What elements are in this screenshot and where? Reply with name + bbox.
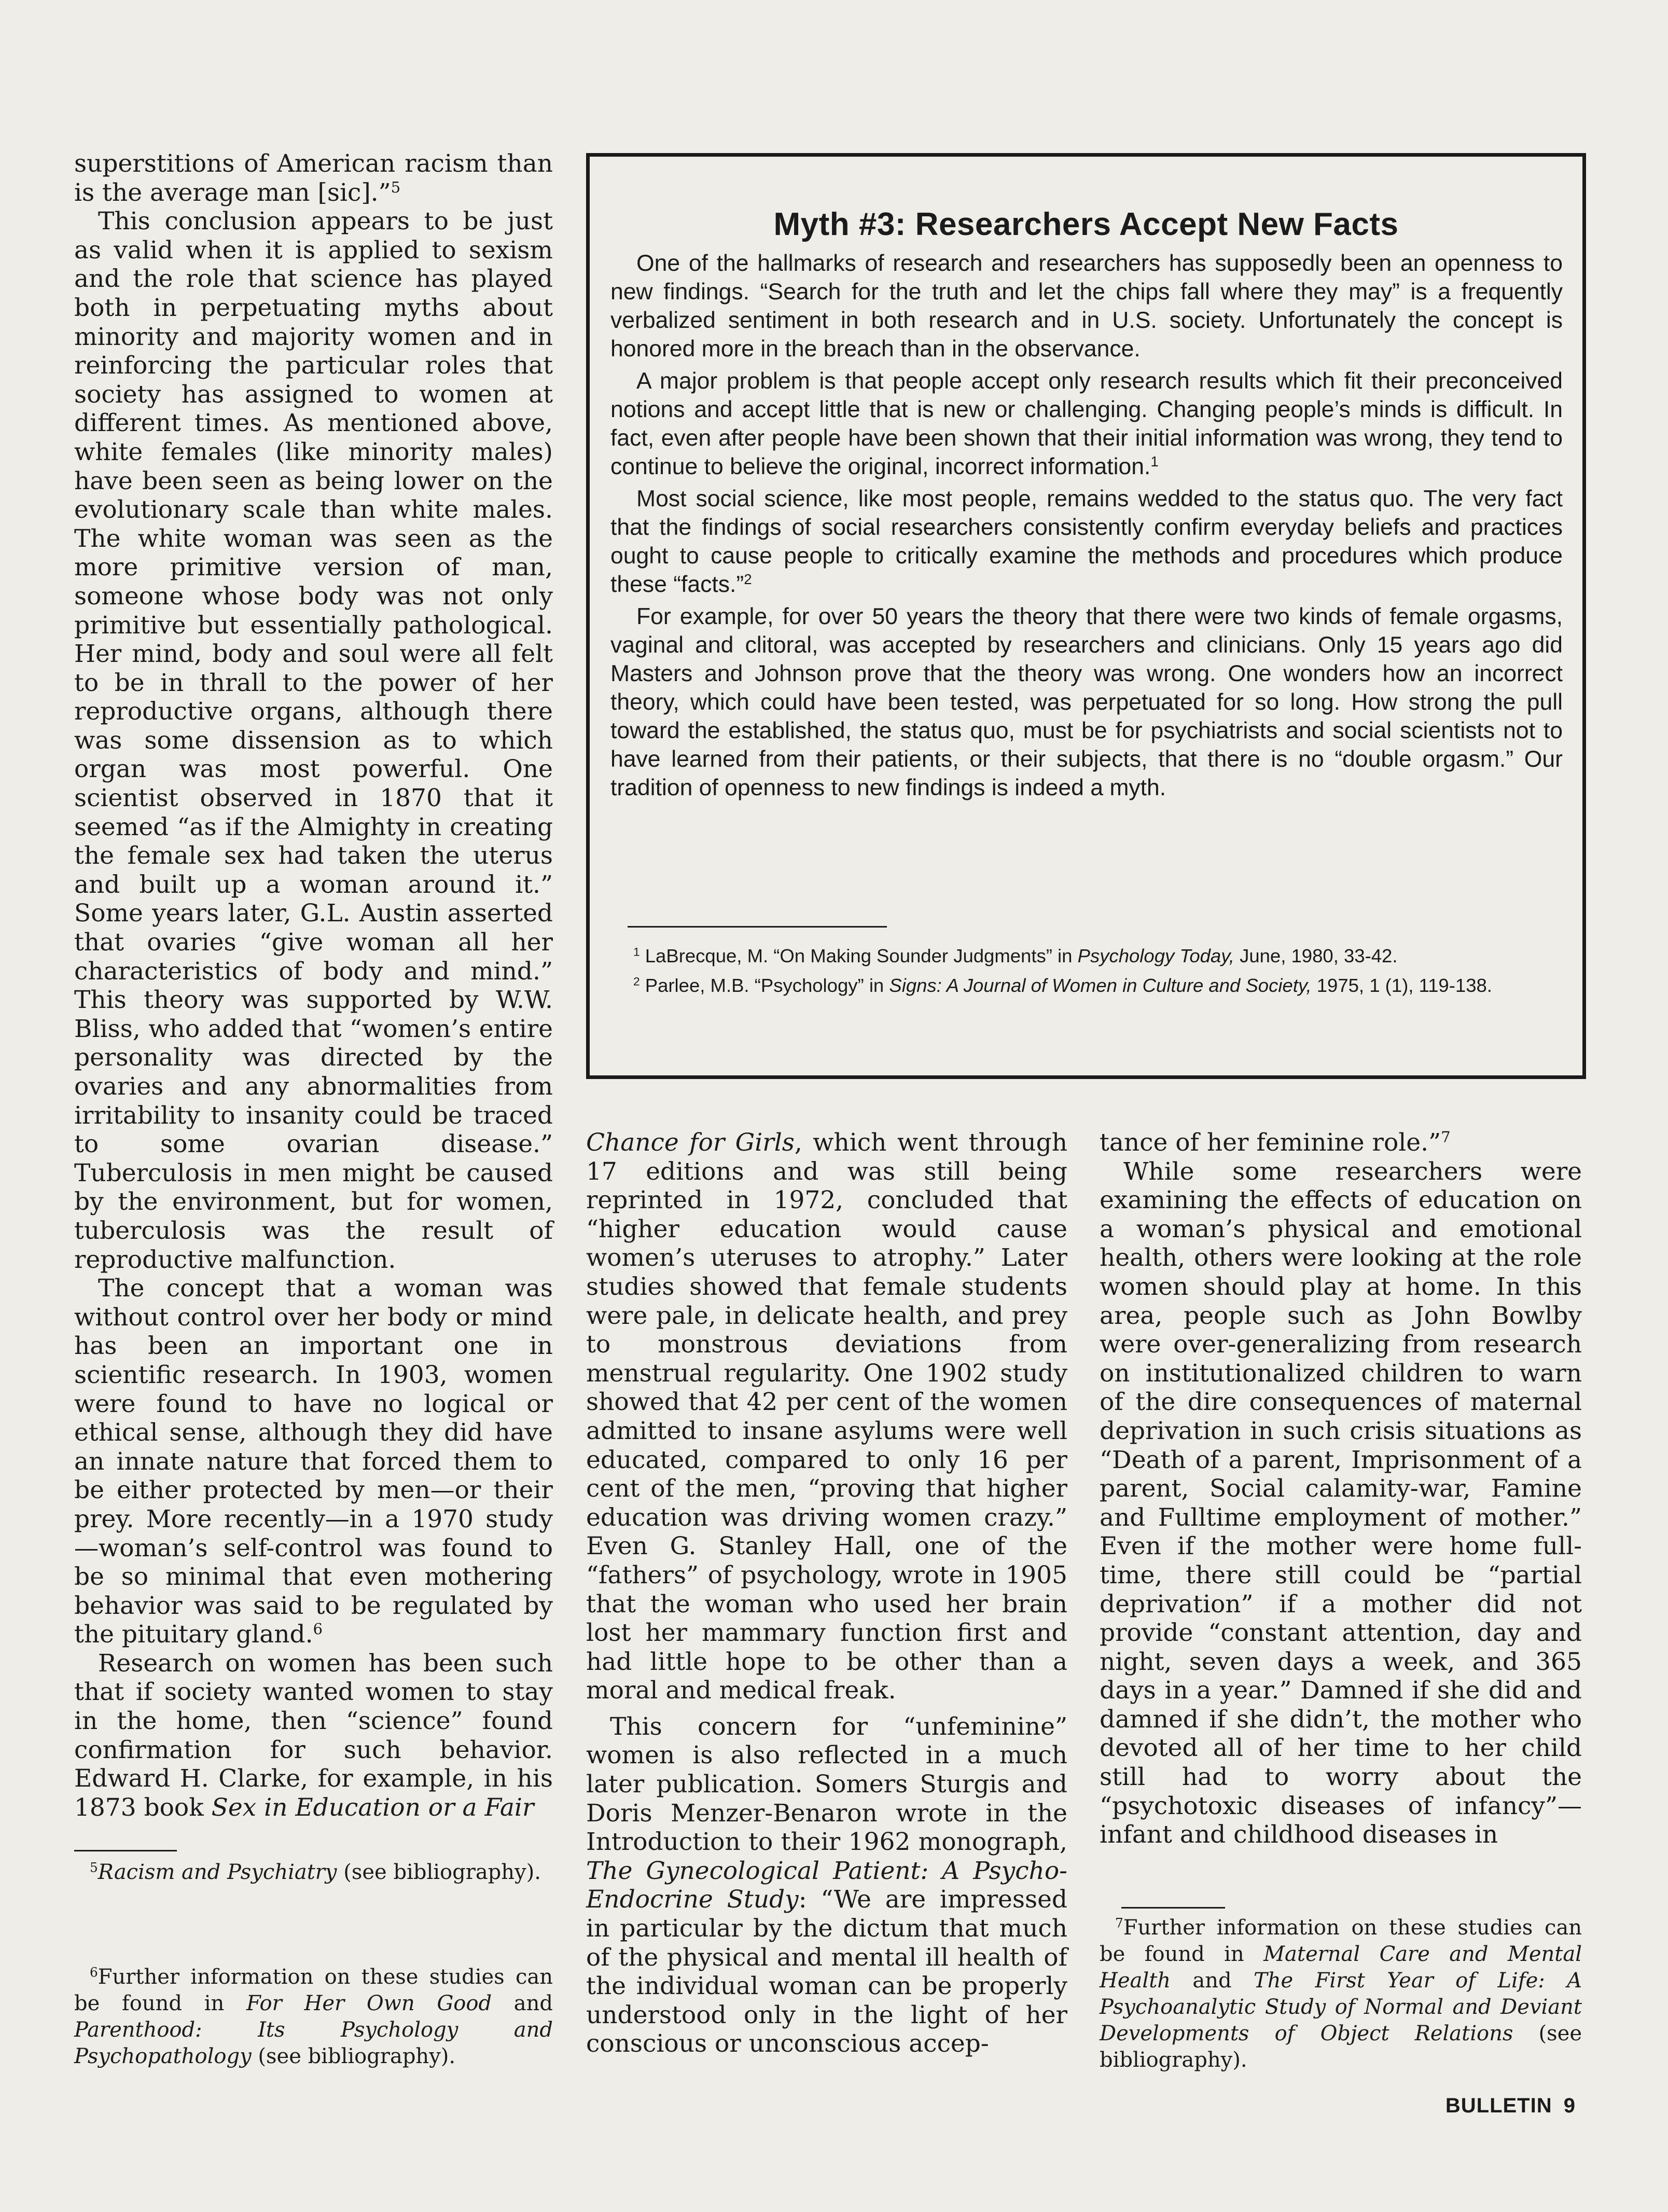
book-title: The Gynecological Patient: A Psycho-Endocrine Study bbox=[586, 1856, 1067, 1914]
footnote-ref: 2 bbox=[744, 571, 752, 587]
footnote-ref: 6 bbox=[313, 1620, 323, 1638]
sidebar-footnotes bbox=[611, 941, 1563, 1000]
paragraph: For example, for over 50 years the theory that there were two kinds of female orgasms, vaginal and clitoral, was accepted by researchers and clinicians. Only 15 years ago did Masters and Johnson prove that the theory was wrong. One wonders how an incorrect theory, which could have been tested, was perpetuated for so long. How strong the pull toward the established, the status quo, must be for psychiatrists and social scientists not to have learned from their patients, or their subjects, that there is no “double orgasm.” Our tradition of openness to new findings is indeed a myth. bbox=[610, 604, 1563, 800]
footnote-7: $^7$Further information on these studies can be found in Maternal Care and Mental Health and The First Year of Life: A Psychoanalytic Study of Normal and Deviant Developments of Object Relations (see bibliography). bbox=[1100, 1915, 1582, 2072]
footnote-ref: 7 bbox=[1441, 1128, 1451, 1146]
footnote-rule bbox=[74, 1850, 177, 1851]
footnote-ref: 5 bbox=[391, 178, 401, 196]
book-title: Chance for Girls bbox=[586, 1128, 795, 1157]
sidebar-title: Myth #3: Researchers Accept New Facts bbox=[773, 206, 1399, 242]
page-number: 9 bbox=[1563, 2094, 1576, 2117]
footnote-rule bbox=[628, 926, 887, 928]
myth-sidebar bbox=[586, 153, 1586, 1079]
footnote-ref: 1 bbox=[1150, 453, 1159, 469]
footnote-rule bbox=[1121, 1907, 1225, 1909]
footnote-2: $^2$ Parlee, M.B. “Psychology” in Signs: A Journal of Women in Culture and Society, 1975, 1 (1), 119-138. bbox=[633, 975, 1492, 996]
paragraph: Most social science, like most people, remains wedded to the status quo. The very fact that the findings of social researchers consistently confirm everyday beliefs and practices ought to cause people to critically examine the methods and procedures which produce these “facts.”$^2$ bbox=[610, 486, 1563, 597]
paragraph: tance of her feminine role.”$^7$ bbox=[1100, 1128, 1451, 1157]
footnote-1: $^1$ LaBrecque, M. “On Making Sounder Judgments” in Psychology Today, June, 1980, 33-42. bbox=[633, 945, 1398, 966]
book-title: Sex in Education or a Fair bbox=[211, 1793, 534, 1822]
right-column bbox=[1100, 1128, 1582, 1849]
page-footer bbox=[1445, 2094, 1576, 2118]
middle-column bbox=[586, 1128, 1067, 2058]
paragraph: This conclusion appears to be just as valid when it is applied to sexism and the role that science has played both in perpetuating myths about minority and majority women and in reinforcing the particular roles that society has assigned to women at different times. As mentioned above, white females (like minority males) have been seen as being lower on the evolutionary scale than white males. The white woman was seen as the more primitive version of man, someone whose body was not only primitive but essentially pathological. Her mind, body and soul were all felt to be in thrall to the power of her reproductive organs, although there was some dissension as to which organ was most powerful. One scientist observed in 1870 that it seemed “as if the Almighty in creating the female sex had taken the uterus and built up a woman around it.” Some years later, G.L. Austin asserted that ovaries “give woman all her characteristics of body and mind.” This theory was supported by W.W. Bliss, who added that “women’s entire personality was directed by the ovaries and any abnormalities from irritability to insanity could be traced to some ovarian disease.” Tuberculosis in men might be caused by the environment, but for women, tuberculosis was the result of reproductive malfunction. bbox=[74, 207, 553, 1274]
sidebar-body bbox=[610, 249, 1563, 806]
paragraph: superstitions of American racism than is the average man [sic].”$^5$ bbox=[74, 149, 553, 207]
publication-name: BULLETIN bbox=[1445, 2094, 1552, 2117]
paragraph: One of the hallmarks of research and researchers has supposedly been an openness to new findings. “Search for the truth and let the chips fall where they may” is a frequently verbalized sentiment in both research and in U.S. society. Unfortunately the concept is honored more in the breach than in the observance. bbox=[610, 251, 1563, 362]
paragraph: Research on women has been such that if society wanted women to stay in the home, then “science” found confirmation for such behavior. Edward H. Clarke, for example, in his 1873 book Sex in Education or a Fair bbox=[74, 1649, 553, 1822]
paragraph: This concern for “unfeminine” women is also reflected in a much later publication. Somers Sturgis and Doris Menzer-Benaron wrote in the Introduction to their 1962 monograph, The Gynecological Patient: A Psycho-Endocrine Study: “We are impressed in particular by the dictum that much of the physical and mental ill health of the individual woman can be properly understood only in the light of her conscious or unconscious accep- bbox=[586, 1712, 1067, 2058]
paragraph: Chance for Girls, which went through 17 editions and was still being reprinted in 1972, concluded that “higher education would cause women’s uteruses to atrophy.” Later studies showed that female students were pale, in delicate health, and prey to monstrous deviations from menstrual regularity. One 1902 study showed that 42 per cent of the women admitted to insane asylums were well educated, compared to only 16 per cent of the men, “proving that higher education was driving women crazy.” Even G. Stanley Hall, one of the “fathers” of psychology, wrote in 1905 that the woman who used her brain lost her mammary function first and had little hope to be other than a moral and medical freak. bbox=[586, 1128, 1067, 1705]
paragraph: While some researchers were examining the effects of education on a woman’s physical and emotional health, others were looking at the role women should play at home. In this area, people such as John Bowlby were over-generalizing from research on institutionalized children to warn of the dire consequences of maternal deprivation in such crisis situations as “Death of a parent, Imprisonment of a parent, Social calamity-war, Famine and Fulltime employment of mother.” Even if the mother were home full-time, there still could be “partial deprivation” if a mother did not provide “constant attention, day and night, seven days a week, and 365 days in a year.” Damned if she did and damned if she didn’t, the mother who devoted all of her time to her child still had to worry about the “psychotoxic diseases of infancy”—infant and childhood diseases in bbox=[1100, 1157, 1582, 1849]
paragraph: The concept that a woman was without control over her body or mind has been an important one in scientific research. In 1903, women were found to have no logical or ethical sense, although they did have an innate nature that forced them to be either protected by men—or their prey. More recently—in a 1970 study—woman’s self-control was found to be so minimal that even mothering behavior was said to be regulated by the pituitary gland.$^6$ bbox=[74, 1274, 553, 1649]
footnote-5: $^5$Racism and Psychiatry (see bibliography). bbox=[90, 1860, 541, 1884]
left-column bbox=[74, 149, 553, 1822]
footnote-6: $^6$Further information on these studies can be found in For Her Own Good and Parenthood: Its Psychology and Psychopathology (see bibliography). bbox=[74, 1965, 553, 2068]
paragraph: A major problem is that people accept only research results which fit their preconceived notions and accept little that is new or challenging. Changing people’s minds is difficult. In fact, even after people have been shown that their initial information was wrong, they tend to continue to believe the original, incorrect information.$^1$ bbox=[610, 368, 1563, 479]
